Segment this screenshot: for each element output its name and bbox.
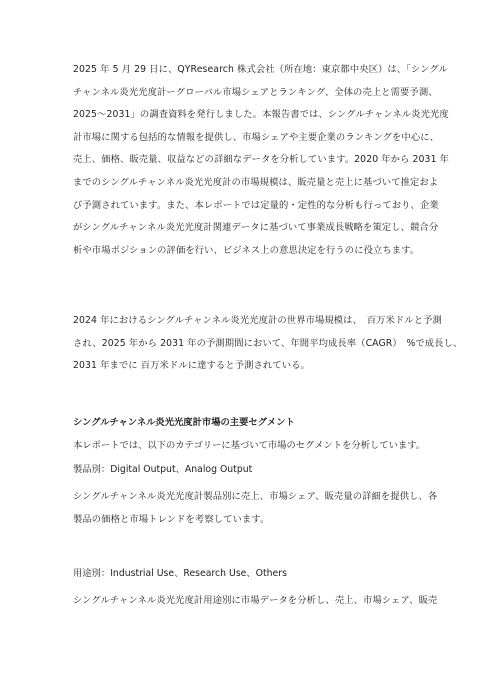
intro-line-9: 析や市場ポジションの評価を行い、ビジネス上の意思決定を行うのに役立ちます。 xyxy=(73,244,420,256)
intro-line-1: 2025 年 5 月 29 日に、QYResearch 株式会社（所在地：東京都中央区）は、「シングル xyxy=(73,64,448,75)
intro-line-2: チャンネル炎光光度計ーグローバル市場シェアとランキング、全体の売上と需要予測、 xyxy=(73,86,438,98)
intro-paragraph xyxy=(73,59,450,262)
market-line-3: 2031 年までに 百万米ドルに達すると予測されている。 xyxy=(73,360,310,372)
product-segment-label: 製品別：Digital Output、Analog Output xyxy=(73,464,253,475)
product-desc-line-2: 製品の価格と市場トレンドを考察しています。 xyxy=(73,513,270,525)
product-segment-description xyxy=(73,486,438,531)
intro-line-7: び予測されています。また、本レポートでは定量的・定性的な分析も行っており、企業 xyxy=(73,199,439,211)
intro-line-6: までのシングルチャンネル炎光光度計の市場規模は、販売量と売上に基づいて推定およ xyxy=(73,176,439,188)
market-line-1: 2024 年におけるシングルチャンネル炎光光度計の世界市場規模は、 百万米ドルと予測 xyxy=(73,315,442,326)
application-segment-label: 用途別：Industrial Use、Research Use、Others xyxy=(73,568,287,579)
application-segment-description xyxy=(73,590,438,613)
segments-intro: 本レポートでは、以下のカテゴリーに基づいて市場のセグメントを分析しています。 xyxy=(73,440,426,451)
segments-heading: シングルチャンネル炎光光度計市場の主要セグメント xyxy=(73,417,295,428)
market-size-paragraph xyxy=(73,310,463,378)
intro-line-3: 2025～2031」の調査資料を発行しました。本報告書では、シングルチャンネル炎光光度 xyxy=(73,109,449,121)
market-line-2: され、2025 年から 2031 年の予測期間において、年間平均成長率（CAGR） %で成長し、 xyxy=(73,337,463,349)
intro-line-5: 売上、価格、販売量、収益などの詳細なデータを分析しています。2020 年から 2031 年 xyxy=(73,154,450,166)
application-desc-line-1: シングルチャンネル炎光光度計用途別に市場データを分析し、売上、市場シェア、販売 xyxy=(73,595,438,606)
intro-line-4: 計市場に関する包括的な情報を提供し、市場シェアや主要企業のランキングを中心に、 xyxy=(73,131,440,143)
product-desc-line-1: シングルチャンネル炎光光度計製品別に売上、市場シェア、販売量の詳細を提供し、各 xyxy=(73,491,438,502)
intro-line-8: がシングルチャンネル炎光光度計関連データに基づいて事業成長戦略を策定し、競合分 xyxy=(73,222,439,234)
